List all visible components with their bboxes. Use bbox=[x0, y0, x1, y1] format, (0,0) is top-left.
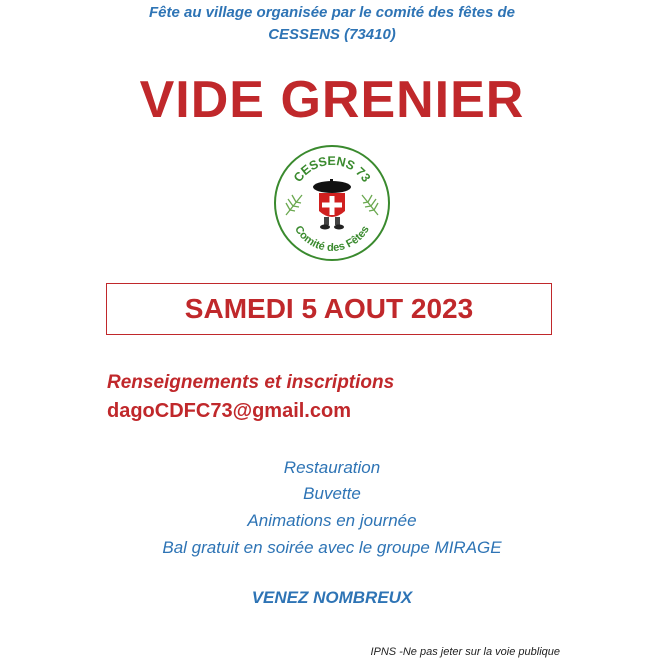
activity-item: Bal gratuit en soirée avec le groupe MIRAGE bbox=[162, 538, 502, 557]
contact-heading: Renseignements et inscriptions bbox=[107, 372, 395, 393]
logo-bottom-text: Comité des Fêtes bbox=[292, 223, 372, 255]
closing-call: VENEZ NOMBREUX bbox=[251, 588, 413, 607]
footer-note: IPNS -Ne pas jeter sur la voie publique bbox=[370, 646, 560, 658]
date-box bbox=[106, 283, 552, 335]
activity-item: Restauration bbox=[283, 458, 381, 477]
event-title: VIDE GRENIER bbox=[139, 71, 525, 129]
activity-item: Buvette bbox=[303, 484, 361, 503]
comite-des-fetes-logo bbox=[272, 143, 392, 263]
activity-item: Animations en journée bbox=[247, 511, 417, 530]
contact-email: dagoCDFC73@gmail.com bbox=[107, 400, 351, 422]
event-date: SAMEDI 5 AOUT 2023 bbox=[184, 293, 474, 324]
savoie-shield-icon bbox=[319, 193, 345, 217]
intro-line-2: CESSENS (73410) bbox=[268, 26, 396, 43]
intro-line-1: Fête au village organisée par le comité des fêtes de bbox=[149, 4, 515, 21]
logo-top-text: CESSENS 73 bbox=[290, 153, 374, 185]
